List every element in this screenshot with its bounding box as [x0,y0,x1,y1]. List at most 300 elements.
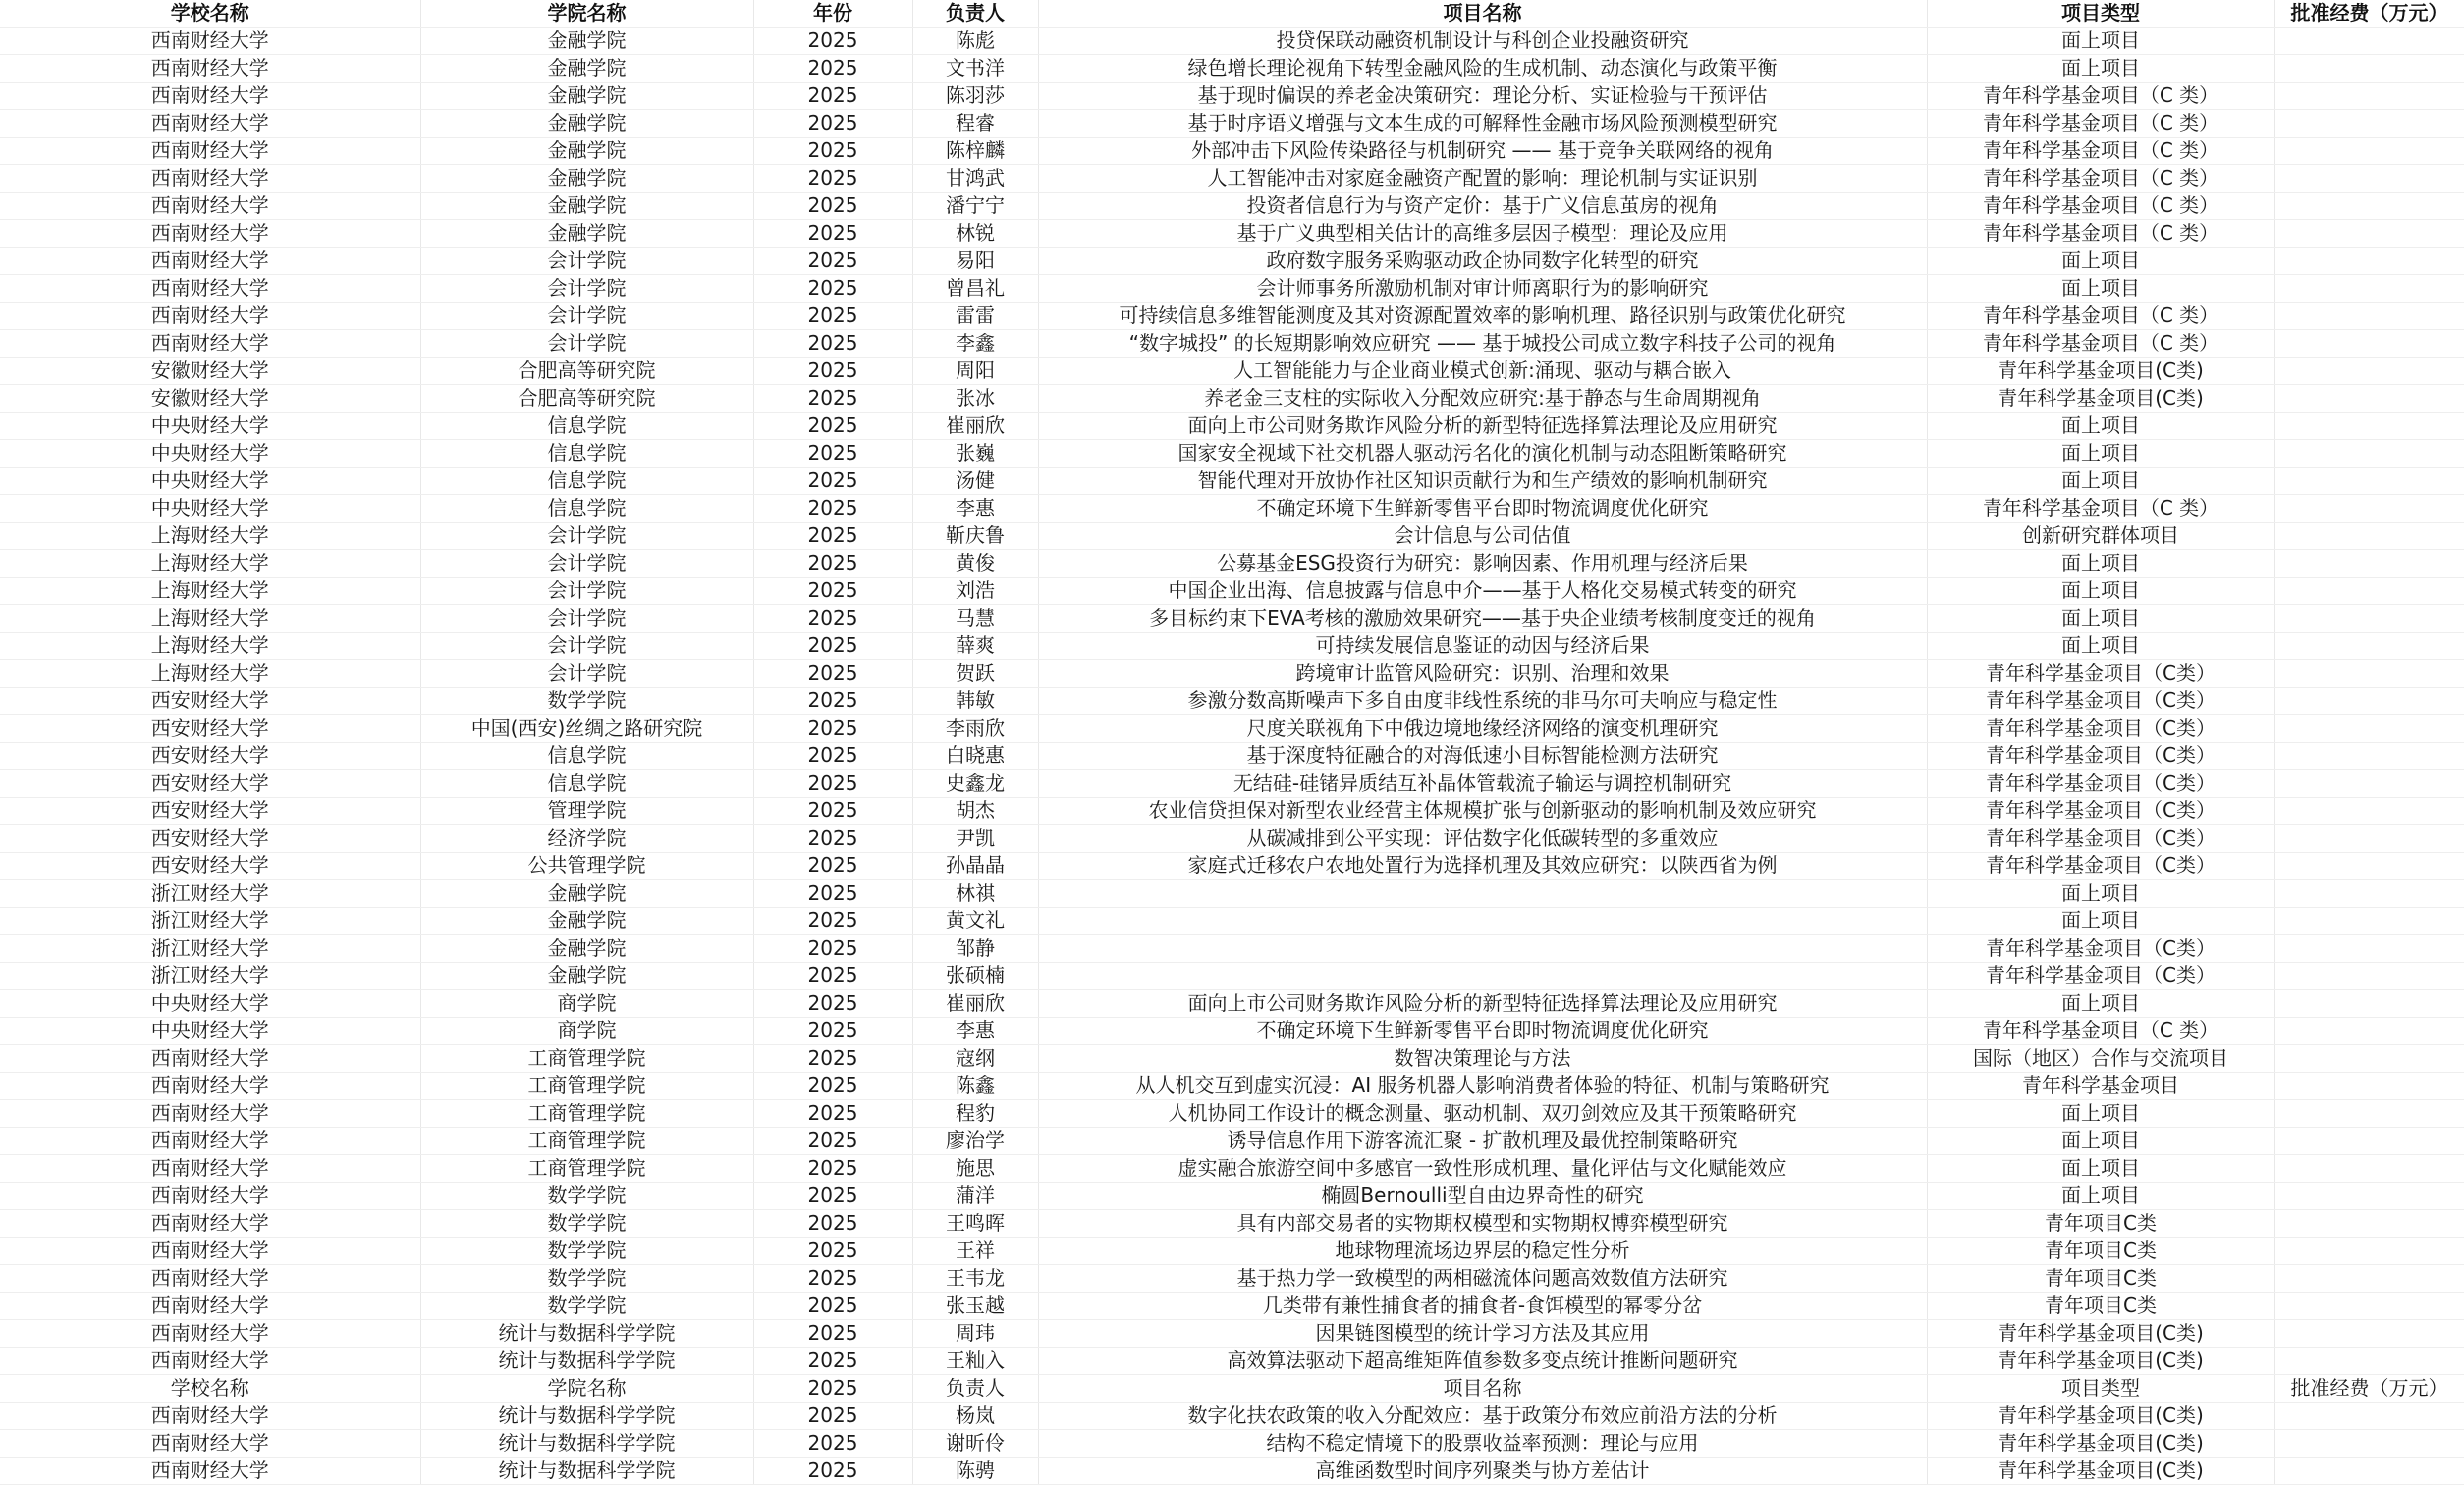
college-cell[interactable]: 工商管理学院 [420,1128,753,1155]
project-type-cell[interactable]: 项目类型 [1927,1375,2274,1403]
funding-cell[interactable] [2274,1348,2464,1375]
pi-cell[interactable]: 程豹 [912,1100,1038,1128]
project-name-cell[interactable]: 高效算法驱动下超高维矩阵值参数多变点统计推断问题研究 [1038,1348,1927,1375]
pi-cell[interactable]: 贺跃 [912,660,1038,688]
school-cell[interactable]: 中央财经大学 [0,413,420,440]
school-cell[interactable]: 西安财经大学 [0,825,420,853]
school-cell[interactable]: 西安财经大学 [0,798,420,825]
college-cell[interactable]: 金融学院 [420,908,753,935]
college-cell[interactable]: 数学学院 [420,1293,753,1320]
school-cell[interactable]: 西南财经大学 [0,220,420,248]
column-header-project-type[interactable]: 项目类型 [1927,0,2274,28]
year-cell[interactable]: 2025 [753,770,912,798]
project-type-cell[interactable]: 青年科学基金项目(C类) [1927,1458,2274,1485]
project-name-cell[interactable]: 几类带有兼性捕食者的捕食者-食饵模型的幂零分岔 [1038,1293,1927,1320]
funding-cell[interactable] [2274,633,2464,660]
year-cell[interactable]: 2025 [753,1293,912,1320]
year-cell[interactable]: 2025 [753,1045,912,1073]
year-cell[interactable]: 2025 [753,495,912,523]
project-name-cell[interactable] [1038,935,1927,963]
year-cell[interactable]: 2025 [753,715,912,743]
column-header-pi[interactable]: 负责人 [912,0,1038,28]
college-cell[interactable]: 工商管理学院 [420,1073,753,1100]
project-name-cell[interactable]: 因果链图模型的统计学习方法及其应用 [1038,1320,1927,1348]
college-cell[interactable]: 金融学院 [420,28,753,55]
project-type-cell[interactable]: 青年科学基金项目(C类) [1927,1348,2274,1375]
college-cell[interactable]: 金融学院 [420,880,753,908]
project-name-cell[interactable]: 可持续信息多维智能测度及其对资源配置效率的影响机理、路径识别与政策优化研究 [1038,303,1927,330]
funding-cell[interactable] [2274,1293,2464,1320]
year-cell[interactable]: 2025 [753,1265,912,1293]
college-cell[interactable]: 统计与数据科学学院 [420,1348,753,1375]
year-cell[interactable]: 2025 [753,1403,912,1430]
project-name-cell[interactable]: 中国企业出海、信息披露与信息中介——基于人格化交易模式转变的研究 [1038,578,1927,605]
year-cell[interactable]: 2025 [753,578,912,605]
funding-cell[interactable] [2274,1183,2464,1210]
school-cell[interactable]: 西安财经大学 [0,770,420,798]
pi-cell[interactable]: 寇纲 [912,1045,1038,1073]
project-type-cell[interactable]: 青年科学基金项目（C 类） [1927,303,2274,330]
pi-cell[interactable]: 黄文礼 [912,908,1038,935]
year-cell[interactable]: 2025 [753,1073,912,1100]
year-cell[interactable]: 2025 [753,220,912,248]
college-cell[interactable]: 经济学院 [420,825,753,853]
project-type-cell[interactable]: 青年科学基金项目（C 类） [1927,165,2274,193]
funding-cell[interactable] [2274,825,2464,853]
college-cell[interactable]: 统计与数据科学学院 [420,1458,753,1485]
project-name-cell[interactable]: 面向上市公司财务欺诈风险分析的新型特征选择算法理论及应用研究 [1038,990,1927,1018]
pi-cell[interactable]: 史鑫龙 [912,770,1038,798]
school-cell[interactable]: 西安财经大学 [0,743,420,770]
project-type-cell[interactable]: 青年科学基金项目（C类） [1927,963,2274,990]
school-cell[interactable]: 西南财经大学 [0,1100,420,1128]
year-cell[interactable]: 2025 [753,275,912,303]
school-cell[interactable]: 浙江财经大学 [0,908,420,935]
project-name-cell[interactable]: 虚实融合旅游空间中多感官一致性形成机理、量化评估与文化赋能效应 [1038,1155,1927,1183]
college-cell[interactable]: 金融学院 [420,963,753,990]
school-cell[interactable]: 西南财经大学 [0,193,420,220]
school-cell[interactable]: 上海财经大学 [0,523,420,550]
year-cell[interactable]: 2025 [753,193,912,220]
college-cell[interactable]: 金融学院 [420,55,753,83]
college-cell[interactable]: 金融学院 [420,138,753,165]
school-cell[interactable]: 西南财经大学 [0,138,420,165]
college-cell[interactable]: 金融学院 [420,220,753,248]
funding-cell[interactable] [2274,935,2464,963]
school-cell[interactable]: 西南财经大学 [0,28,420,55]
pi-cell[interactable]: 雷雷 [912,303,1038,330]
pi-cell[interactable]: 李雨欣 [912,715,1038,743]
pi-cell[interactable]: 陈骋 [912,1458,1038,1485]
funding-cell[interactable] [2274,1018,2464,1045]
project-type-cell[interactable]: 面上项目 [1927,28,2274,55]
college-cell[interactable]: 会计学院 [420,578,753,605]
pi-cell[interactable]: 张巍 [912,440,1038,468]
year-cell[interactable]: 2025 [753,1018,912,1045]
pi-cell[interactable]: 刘浩 [912,578,1038,605]
project-type-cell[interactable]: 面上项目 [1927,468,2274,495]
school-cell[interactable]: 上海财经大学 [0,605,420,633]
year-cell[interactable]: 2025 [753,880,912,908]
project-name-cell[interactable]: 诱导信息作用下游客流汇聚 - 扩散机理及最优控制策略研究 [1038,1128,1927,1155]
pi-cell[interactable]: 王籼入 [912,1348,1038,1375]
school-cell[interactable]: 西安财经大学 [0,715,420,743]
college-cell[interactable]: 统计与数据科学学院 [420,1320,753,1348]
school-cell[interactable]: 西南财经大学 [0,1320,420,1348]
project-name-cell[interactable]: 基于广义典型相关估计的高维多层因子模型：理论及应用 [1038,220,1927,248]
project-type-cell[interactable]: 面上项目 [1927,1128,2274,1155]
project-type-cell[interactable]: 青年科学基金项目（C 类） [1927,83,2274,110]
school-cell[interactable]: 上海财经大学 [0,633,420,660]
project-name-cell[interactable]: 不确定环境下生鲜新零售平台即时物流调度优化研究 [1038,1018,1927,1045]
project-name-cell[interactable]: 从人机交互到虚实沉浸：AI 服务机器人影响消费者体验的特征、机制与策略研究 [1038,1073,1927,1100]
project-name-cell[interactable]: 政府数字服务采购驱动政企协同数字化转型的研究 [1038,248,1927,275]
funding-cell[interactable] [2274,990,2464,1018]
year-cell[interactable]: 2025 [753,1458,912,1485]
project-name-cell[interactable]: 基于现时偏误的养老金决策研究：理论分析、实证检验与干预评估 [1038,83,1927,110]
project-name-cell[interactable]: 具有内部交易者的实物期权模型和实物期权博弈模型研究 [1038,1210,1927,1238]
year-cell[interactable]: 2025 [753,1100,912,1128]
funding-cell[interactable] [2274,578,2464,605]
year-cell[interactable]: 2025 [753,248,912,275]
funding-cell[interactable] [2274,660,2464,688]
college-cell[interactable]: 会计学院 [420,523,753,550]
school-cell[interactable]: 西南财经大学 [0,1348,420,1375]
year-cell[interactable]: 2025 [753,55,912,83]
funding-cell[interactable] [2274,55,2464,83]
project-type-cell[interactable]: 青年项目C类 [1927,1265,2274,1293]
project-type-cell[interactable]: 青年科学基金项目(C类) [1927,1403,2274,1430]
project-name-cell[interactable]: 农业信贷担保对新型农业经营主体规模扩张与创新驱动的影响机制及效应研究 [1038,798,1927,825]
year-cell[interactable]: 2025 [753,605,912,633]
funding-cell[interactable] [2274,853,2464,880]
project-type-cell[interactable]: 青年项目C类 [1927,1293,2274,1320]
year-cell[interactable]: 2025 [753,138,912,165]
school-cell[interactable]: 中央财经大学 [0,468,420,495]
pi-cell[interactable]: 张玉越 [912,1293,1038,1320]
funding-cell[interactable] [2274,1238,2464,1265]
project-name-cell[interactable]: 跨境审计监管风险研究：识别、治理和效果 [1038,660,1927,688]
project-type-cell[interactable]: 青年项目C类 [1927,1210,2274,1238]
pi-cell[interactable]: 甘鸿武 [912,165,1038,193]
column-header-funding[interactable]: 批准经费（万元） [2274,0,2464,28]
project-type-cell[interactable]: 青年科学基金项目（C类） [1927,715,2274,743]
pi-cell[interactable]: 崔丽欣 [912,990,1038,1018]
project-name-cell[interactable]: 国家安全视域下社交机器人驱动污名化的演化机制与动态阻断策略研究 [1038,440,1927,468]
year-cell[interactable]: 2025 [753,798,912,825]
pi-cell[interactable]: 谢昕伶 [912,1430,1038,1458]
year-cell[interactable]: 2025 [753,1128,912,1155]
year-cell[interactable]: 2025 [753,743,912,770]
project-name-cell[interactable]: 人工智能冲击对家庭金融资产配置的影响：理论机制与实证识别 [1038,165,1927,193]
school-cell[interactable]: 西南财经大学 [0,1155,420,1183]
project-type-cell[interactable]: 青年科学基金项目（C类） [1927,660,2274,688]
year-cell[interactable]: 2025 [753,1375,912,1403]
year-cell[interactable]: 2025 [753,853,912,880]
project-type-cell[interactable]: 面上项目 [1927,275,2274,303]
pi-cell[interactable]: 周玮 [912,1320,1038,1348]
college-cell[interactable]: 会计学院 [420,633,753,660]
pi-cell[interactable]: 白晓惠 [912,743,1038,770]
project-name-cell[interactable]: 智能代理对开放协作社区知识贡献行为和生产绩效的影响机制研究 [1038,468,1927,495]
pi-cell[interactable]: 李惠 [912,1018,1038,1045]
year-cell[interactable]: 2025 [753,1430,912,1458]
project-type-cell[interactable]: 面上项目 [1927,1100,2274,1128]
pi-cell[interactable]: 马慧 [912,605,1038,633]
project-name-cell[interactable]: 投资者信息行为与资产定价：基于广义信息茧房的视角 [1038,193,1927,220]
funding-cell[interactable] [2274,908,2464,935]
school-cell[interactable]: 上海财经大学 [0,660,420,688]
funding-cell[interactable] [2274,1430,2464,1458]
project-type-cell[interactable]: 青年科学基金项目（C 类） [1927,110,2274,138]
pi-cell[interactable]: 潘宁宁 [912,193,1038,220]
college-cell[interactable]: 信息学院 [420,495,753,523]
pi-cell[interactable]: 陈鑫 [912,1073,1038,1100]
funding-cell[interactable] [2274,770,2464,798]
pi-cell[interactable]: 王祥 [912,1238,1038,1265]
pi-cell[interactable]: 汤健 [912,468,1038,495]
funding-cell[interactable] [2274,440,2464,468]
year-cell[interactable]: 2025 [753,963,912,990]
pi-cell[interactable]: 黄俊 [912,550,1038,578]
column-header-school[interactable]: 学校名称 [0,0,420,28]
funding-cell[interactable] [2274,798,2464,825]
funding-cell[interactable] [2274,303,2464,330]
project-name-cell[interactable]: 不确定环境下生鲜新零售平台即时物流调度优化研究 [1038,495,1927,523]
year-cell[interactable]: 2025 [753,633,912,660]
college-cell[interactable]: 信息学院 [420,413,753,440]
project-name-cell[interactable]: 结构不稳定情境下的股票收益率预测：理论与应用 [1038,1430,1927,1458]
project-name-cell[interactable]: 绿色增长理论视角下转型金融风险的生成机制、动态演化与政策平衡 [1038,55,1927,83]
school-cell[interactable]: 西安财经大学 [0,853,420,880]
project-name-cell[interactable]: 人工智能能力与企业商业模式创新:涌现、驱动与耦合嵌入 [1038,358,1927,385]
year-cell[interactable]: 2025 [753,1238,912,1265]
college-cell[interactable]: 金融学院 [420,83,753,110]
pi-cell[interactable]: 韩敏 [912,688,1038,715]
year-cell[interactable]: 2025 [753,825,912,853]
project-type-cell[interactable]: 面上项目 [1927,1155,2274,1183]
college-cell[interactable]: 会计学院 [420,275,753,303]
year-cell[interactable]: 2025 [753,440,912,468]
project-name-cell[interactable]: 椭圆Bernoulli型自由边界奇性的研究 [1038,1183,1927,1210]
column-header-year[interactable]: 年份 [753,0,912,28]
funding-cell[interactable] [2274,1155,2464,1183]
funding-cell[interactable] [2274,358,2464,385]
college-cell[interactable]: 会计学院 [420,550,753,578]
school-cell[interactable]: 安徽财经大学 [0,358,420,385]
college-cell[interactable]: 合肥高等研究院 [420,385,753,413]
school-cell[interactable]: 上海财经大学 [0,550,420,578]
project-name-cell[interactable]: 公募基金ESG投资行为研究：影响因素、作用机理与经济后果 [1038,550,1927,578]
funding-cell[interactable] [2274,880,2464,908]
project-name-cell[interactable]: 基于深度特征融合的对海低速小目标智能检测方法研究 [1038,743,1927,770]
school-cell[interactable]: 西南财经大学 [0,1073,420,1100]
funding-cell[interactable] [2274,688,2464,715]
pi-cell[interactable]: 崔丽欣 [912,413,1038,440]
school-cell[interactable]: 安徽财经大学 [0,385,420,413]
school-cell[interactable]: 西南财经大学 [0,1458,420,1485]
funding-cell[interactable] [2274,468,2464,495]
column-header-project-name[interactable]: 项目名称 [1038,0,1927,28]
project-type-cell[interactable]: 青年科学基金项目(C类) [1927,385,2274,413]
project-name-cell[interactable]: 基于时序语义增强与文本生成的可解释性金融市场风险预测模型研究 [1038,110,1927,138]
year-cell[interactable]: 2025 [753,165,912,193]
funding-cell[interactable] [2274,523,2464,550]
college-cell[interactable]: 工商管理学院 [420,1155,753,1183]
project-type-cell[interactable]: 面上项目 [1927,55,2274,83]
college-cell[interactable]: 金融学院 [420,165,753,193]
pi-cell[interactable]: 孙晶晶 [912,853,1038,880]
college-cell[interactable]: 信息学院 [420,440,753,468]
project-name-cell[interactable]: 地球物理流场边界层的稳定性分析 [1038,1238,1927,1265]
project-type-cell[interactable]: 青年科学基金项目(C类) [1927,1430,2274,1458]
pi-cell[interactable]: 文书洋 [912,55,1038,83]
school-cell[interactable]: 中央财经大学 [0,1018,420,1045]
college-cell[interactable]: 公共管理学院 [420,853,753,880]
project-name-cell[interactable]: 家庭式迁移农户农地处置行为选择机理及其效应研究：以陕西省为例 [1038,853,1927,880]
year-cell[interactable]: 2025 [753,28,912,55]
pi-cell[interactable]: 施思 [912,1155,1038,1183]
funding-cell[interactable] [2274,1265,2464,1293]
college-cell[interactable]: 金融学院 [420,935,753,963]
funding-cell[interactable] [2274,330,2464,358]
project-name-cell[interactable]: 会计师事务所激励机制对审计师离职行为的影响研究 [1038,275,1927,303]
school-cell[interactable]: 西南财经大学 [0,1265,420,1293]
project-name-cell[interactable] [1038,880,1927,908]
funding-cell[interactable] [2274,715,2464,743]
project-name-cell[interactable]: 多目标约束下EVA考核的激励效果研究——基于央企业绩考核制度变迁的视角 [1038,605,1927,633]
year-cell[interactable]: 2025 [753,385,912,413]
project-type-cell[interactable]: 面上项目 [1927,1183,2274,1210]
year-cell[interactable]: 2025 [753,1183,912,1210]
funding-cell[interactable] [2274,193,2464,220]
project-name-cell[interactable]: 基于热力学一致模型的两相磁流体问题高效数值方法研究 [1038,1265,1927,1293]
funding-cell[interactable] [2274,1320,2464,1348]
project-type-cell[interactable]: 青年科学基金项目 [1927,1073,2274,1100]
school-cell[interactable]: 中央财经大学 [0,990,420,1018]
college-cell[interactable]: 商学院 [420,1018,753,1045]
pi-cell[interactable]: 易阳 [912,248,1038,275]
school-cell[interactable]: 西南财经大学 [0,1293,420,1320]
college-cell[interactable]: 信息学院 [420,468,753,495]
pi-cell[interactable]: 林锐 [912,220,1038,248]
project-type-cell[interactable]: 青年项目C类 [1927,1238,2274,1265]
college-cell[interactable]: 合肥高等研究院 [420,358,753,385]
project-type-cell[interactable]: 青年科学基金项目（C 类） [1927,495,2274,523]
year-cell[interactable]: 2025 [753,935,912,963]
pi-cell[interactable]: 张硕楠 [912,963,1038,990]
college-cell[interactable]: 信息学院 [420,770,753,798]
school-cell[interactable]: 上海财经大学 [0,578,420,605]
project-name-cell[interactable]: 人机协同工作设计的概念测量、驱动机制、双刃剑效应及其干预策略研究 [1038,1100,1927,1128]
college-cell[interactable]: 中国(西安)丝绸之路研究院 [420,715,753,743]
school-cell[interactable]: 学校名称 [0,1375,420,1403]
school-cell[interactable]: 西南财经大学 [0,55,420,83]
pi-cell[interactable]: 陈梓麟 [912,138,1038,165]
project-type-cell[interactable]: 青年科学基金项目(C类) [1927,358,2274,385]
project-type-cell[interactable]: 面上项目 [1927,578,2274,605]
project-name-cell[interactable]: 养老金三支柱的实际收入分配效应研究:基于静态与生命周期视角 [1038,385,1927,413]
school-cell[interactable]: 西南财经大学 [0,1430,420,1458]
funding-cell[interactable] [2274,1403,2464,1430]
funding-cell[interactable] [2274,1458,2464,1485]
college-cell[interactable]: 会计学院 [420,248,753,275]
project-name-cell[interactable]: 数字化扶农政策的收入分配效应：基于政策分布效应前沿方法的分析 [1038,1403,1927,1430]
project-name-cell[interactable]: 无结硅-硅锗异质结互补晶体管载流子输运与调控机制研究 [1038,770,1927,798]
project-type-cell[interactable]: 青年科学基金项目（C 类） [1927,1018,2274,1045]
school-cell[interactable]: 西南财经大学 [0,1045,420,1073]
project-type-cell[interactable]: 青年科学基金项目（C类） [1927,798,2274,825]
school-cell[interactable]: 浙江财经大学 [0,935,420,963]
project-type-cell[interactable]: 青年科学基金项目（C 类） [1927,138,2274,165]
year-cell[interactable]: 2025 [753,83,912,110]
year-cell[interactable]: 2025 [753,1210,912,1238]
pi-cell[interactable]: 蒲洋 [912,1183,1038,1210]
project-name-cell[interactable]: “数字城投” 的长短期影响效应研究 —— 基于城投公司成立数字科技子公司的视角 [1038,330,1927,358]
school-cell[interactable]: 西南财经大学 [0,1210,420,1238]
project-type-cell[interactable]: 面上项目 [1927,248,2274,275]
project-type-cell[interactable]: 青年科学基金项目（C类） [1927,825,2274,853]
funding-cell[interactable] [2274,1210,2464,1238]
school-cell[interactable]: 中央财经大学 [0,440,420,468]
school-cell[interactable]: 西南财经大学 [0,330,420,358]
project-type-cell[interactable]: 面上项目 [1927,413,2274,440]
project-name-cell[interactable]: 项目名称 [1038,1375,1927,1403]
project-name-cell[interactable]: 可持续发展信息鉴证的动因与经济后果 [1038,633,1927,660]
project-type-cell[interactable]: 青年科学基金项目（C 类） [1927,330,2274,358]
project-name-cell[interactable]: 会计信息与公司估值 [1038,523,1927,550]
project-type-cell[interactable]: 青年科学基金项目（C 类） [1927,220,2274,248]
project-name-cell[interactable]: 从碳减排到公平实现：评估数字化低碳转型的多重效应 [1038,825,1927,853]
school-cell[interactable]: 浙江财经大学 [0,963,420,990]
funding-cell[interactable]: 批准经费（万元） [2274,1375,2464,1403]
pi-cell[interactable]: 靳庆鲁 [912,523,1038,550]
school-cell[interactable]: 西南财经大学 [0,110,420,138]
project-type-cell[interactable]: 面上项目 [1927,440,2274,468]
funding-cell[interactable] [2274,743,2464,770]
project-name-cell[interactable]: 高维函数型时间序列聚类与协方差估计 [1038,1458,1927,1485]
college-cell[interactable]: 统计与数据科学学院 [420,1430,753,1458]
college-cell[interactable]: 数学学院 [420,1265,753,1293]
project-type-cell[interactable]: 青年科学基金项目（C 类） [1927,193,2274,220]
college-cell[interactable]: 数学学院 [420,688,753,715]
school-cell[interactable]: 西南财经大学 [0,165,420,193]
project-name-cell[interactable] [1038,908,1927,935]
funding-cell[interactable] [2274,550,2464,578]
funding-cell[interactable] [2274,248,2464,275]
pi-cell[interactable]: 负责人 [912,1375,1038,1403]
year-cell[interactable]: 2025 [753,303,912,330]
funding-cell[interactable] [2274,165,2464,193]
year-cell[interactable]: 2025 [753,660,912,688]
funding-cell[interactable] [2274,28,2464,55]
pi-cell[interactable]: 王鸣晖 [912,1210,1038,1238]
year-cell[interactable]: 2025 [753,550,912,578]
project-type-cell[interactable]: 面上项目 [1927,550,2274,578]
college-cell[interactable]: 数学学院 [420,1238,753,1265]
project-type-cell[interactable]: 面上项目 [1927,908,2274,935]
pi-cell[interactable]: 王韦龙 [912,1265,1038,1293]
funding-cell[interactable] [2274,413,2464,440]
funding-cell[interactable] [2274,110,2464,138]
year-cell[interactable]: 2025 [753,908,912,935]
pi-cell[interactable]: 曾昌礼 [912,275,1038,303]
year-cell[interactable]: 2025 [753,468,912,495]
project-type-cell[interactable]: 创新研究群体项目 [1927,523,2274,550]
funding-cell[interactable] [2274,963,2464,990]
year-cell[interactable]: 2025 [753,1320,912,1348]
project-type-cell[interactable]: 青年科学基金项目（C类） [1927,743,2274,770]
